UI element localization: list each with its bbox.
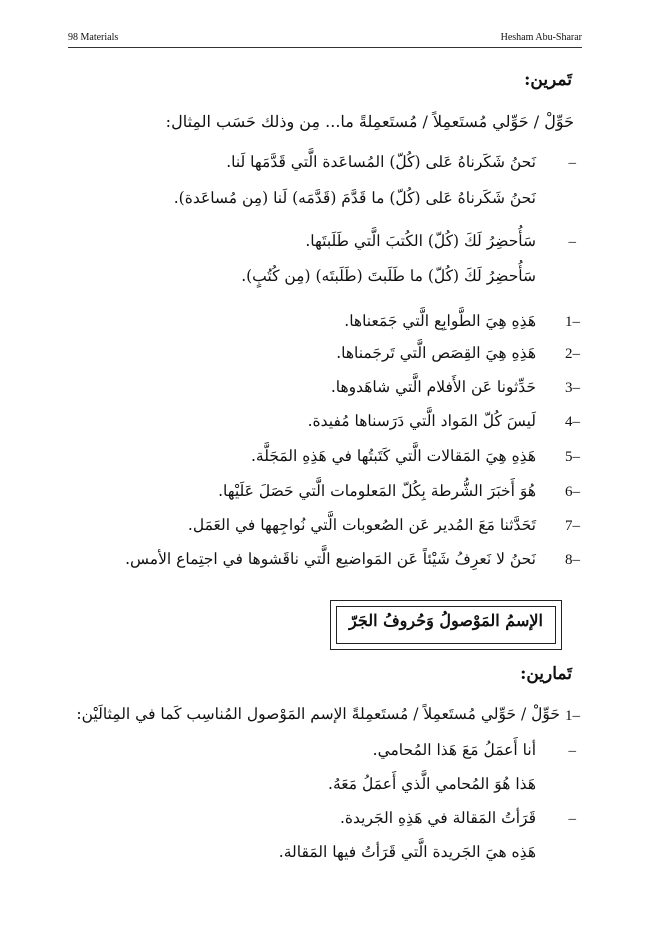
item-number: 4–: [565, 414, 580, 430]
example-transformed: سَأُحضِرُ لَكَ (كُلّ) ما طَلَبتَ (طَلَبتَه) (مِن كُتُبٍ).: [241, 267, 536, 285]
item-number: 7–: [565, 518, 580, 534]
exercise-item: هَذِهِ هِيَ القِصَص الَّتي تَرجَمناها.: [336, 344, 536, 362]
example-sentence: سَأُحضِرُ لَكَ (كُلّ) الكُتبَ الَّتي طَلَبتَها.: [305, 232, 536, 250]
exercise-item: تَحَدَّثنا مَعَ المُدير عَن الصُعوبات الَّتي نُواجِهها في العَمَل.: [187, 516, 536, 534]
exercise-item: هَذِهِ هِيَ المَقالات الَّتي كَتَبتُها في هَذِهِ المَجَلَّة.: [250, 447, 536, 465]
section-title: الإسمُ المَوْصولُ وَحُروفُ الجَرّ: [349, 611, 543, 630]
example-marker: –: [568, 811, 576, 827]
exercise-item: لَيسَ كُلّ المَواد الَّتي دَرَسناها مُفيدة.: [307, 412, 536, 430]
section-title-box: [330, 600, 562, 650]
item-number: 1–: [565, 708, 580, 724]
example-sentence: نَحنُ شَكَرناهُ عَلى (كُلّ) المُساعَدة الَّتي قَدَّمَها لَنا.: [226, 153, 536, 171]
item-number: 2–: [565, 346, 580, 362]
example-marker: –: [568, 155, 576, 171]
item-number: 5–: [565, 449, 580, 465]
item-number: 8–: [565, 552, 580, 568]
exercises-heading: تَمارين:: [520, 664, 572, 684]
example-marker: –: [568, 743, 576, 759]
running-header: [68, 32, 582, 48]
exercise-item: هَذِهِ هِيَ الطَّوابِع الَّتي جَمَعناها.: [344, 312, 536, 330]
example-transformed: هَذا هُوَ المُحامي الَّذي أَعمَلُ مَعَهُ.: [328, 775, 536, 793]
exercise-instruction: حَوِّلْ / حَوِّلي مُستَعمِلاً / مُستَعمِلةً الإسم المَوْصول المُناسِب كَما في المِثالَيْن:: [76, 705, 560, 723]
example-transformed: نَحنُ شَكَرناهُ عَلى (كُلّ) ما قَدَّمَ (قَدَّمَه) لَنا (مِن مُساعَدة).: [173, 189, 536, 207]
header-author: Hesham Abu-Sharar: [500, 32, 582, 43]
item-number: 1–: [565, 314, 580, 330]
example-marker: –: [568, 234, 576, 250]
exercise-instruction: حَوِّلْ / حَوِّلي مُستَعمِلاً / مُستَعمِلةً ما... مِن وذلك حَسَب المِثال:: [165, 112, 574, 131]
exercise-item: نَحنُ لا نَعرِفُ شَيْئاً عَن المَواضيع الَّتي ناقَشوها في اجتِماع الأمس.: [125, 550, 536, 568]
exercise-heading: تَمرين:: [524, 70, 572, 90]
item-number: 3–: [565, 380, 580, 396]
example-sentence: أنا أَعمَلُ مَعَ هَذا المُحامي.: [372, 741, 536, 759]
item-number: 6–: [565, 484, 580, 500]
header-page-and-chapter: 98 Materials: [68, 32, 119, 43]
exercise-item: حَدِّثونا عَن الأَفلام الَّتي شاهَدوها.: [330, 378, 536, 396]
header-rule: [68, 47, 582, 48]
example-sentence: قَرَأتُ المَقالة في هَذِهِ الجَريدة.: [340, 809, 536, 827]
example-transformed: هَذِه هيَ الجَريدة الَّتي قَرَأتُ فيها المَقالة.: [278, 843, 536, 861]
exercise-item: هُوَ أَخبَرَ الشُّرطة بِكُلّ المَعلومات الَّتي حَصَلَ عَلَيْها.: [218, 482, 536, 500]
